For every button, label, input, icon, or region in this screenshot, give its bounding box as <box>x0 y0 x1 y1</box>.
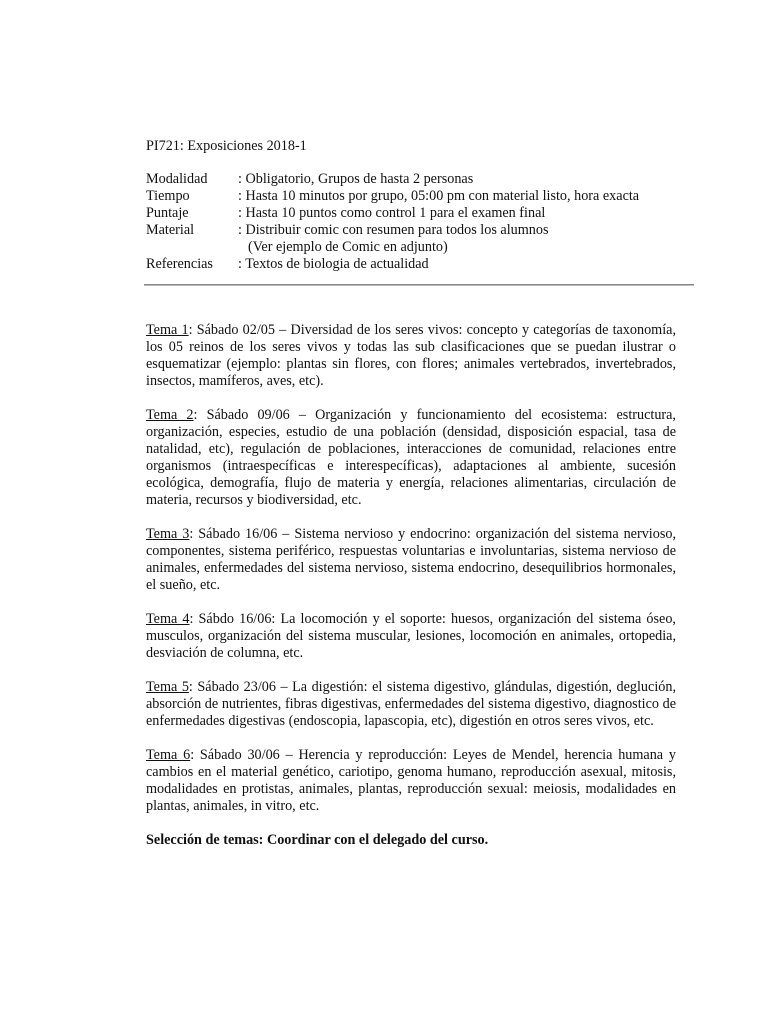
info-row-modalidad <box>146 171 706 188</box>
info-row-material <box>146 222 706 239</box>
info-value: : Obligatorio, Grupos de hasta 2 personas <box>238 171 474 187</box>
info-value: : Textos de biologia de actualidad <box>238 256 429 272</box>
horizontal-rule <box>144 284 694 286</box>
tema-label: Tema 3 <box>146 526 190 542</box>
info-value: : Hasta 10 puntos como control 1 para el examen final <box>238 205 546 221</box>
info-row-tiempo <box>146 188 706 205</box>
info-label: Puntaje <box>146 205 189 221</box>
info-block <box>146 171 706 273</box>
tema-text: : Sábado 16/06 – Sistema nervioso y endocrino: organización del sistema nervioso, componentes, sistema periférico, respuestas voluntarias e involuntarias, sistema nervioso de animales, enfermedades del sistema nervioso, sistema endocrino, desequilibrios hormonales, el sueño, etc. <box>146 526 676 593</box>
tema-6-paragraph <box>146 747 676 815</box>
info-label: Material <box>146 222 195 238</box>
tema-label: Tema 4 <box>146 611 190 627</box>
info-label: Referencias <box>146 256 213 272</box>
tema-1-paragraph <box>146 322 676 390</box>
tema-text: : Sábado 30/06 – Herencia y reproducción: Leyes de Mendel, herencia humana y cambios en el material genético, cariotipo, genoma humano, reproducción asexual, mitosis, modalidades en protistas, animales, plantas, reproducción sexual: meiosis, modalidades en plantas, animales, in vitro, etc. <box>146 747 676 814</box>
tema-3-paragraph <box>146 526 676 594</box>
info-row-referencias <box>146 256 706 273</box>
tema-label: Tema 5 <box>146 679 189 695</box>
info-label: Modalidad <box>146 171 208 187</box>
tema-2-paragraph <box>146 407 676 509</box>
info-value: : Hasta 10 minutos por grupo, 05:00 pm con material listo, hora exacta <box>238 188 640 204</box>
info-row-puntaje <box>146 205 706 222</box>
tema-text: : Sábdo 16/06: La locomoción y el soporte: huesos, organización del sistema óseo, musculos, organización del sistema muscular, lesiones, locomoción en animales, ortopedia, desviación de columna, etc. <box>146 611 676 661</box>
info-label: Tiempo <box>146 188 190 204</box>
document-title: PI721: Exposiciones 2018-1 <box>146 138 307 154</box>
tema-text: : Sábado 02/05 – Diversidad de los seres vivos: concepto y categorías de taxonomía, los 05 reinos de los seres vivos y todas las sub clasificaciones que se puedan ilustrar o esquematizar (ejemplo: plantas sin flores, con flores; animales vertebrados, invertebrados, insectos, mamíferos, aves, etc). <box>146 322 676 389</box>
tema-4-paragraph <box>146 611 676 662</box>
tema-label: Tema 2 <box>146 407 194 423</box>
tema-text: : Sábado 23/06 – La digestión: el sistema digestivo, glándulas, digestión, deglución, absorción de nutrientes, fibras digestivas, enfermedades del sistema digestivo, diagnostico de enfermedades digestivas (endoscopia, lapascopia, etc), digestión en otros seres vivos, etc. <box>146 679 676 729</box>
tema-5-paragraph <box>146 679 676 730</box>
tema-label: Tema 1 <box>146 322 189 338</box>
tema-text: : Sábado 09/06 – Organización y funcionamiento del ecosistema: estructura, organización, especies, estudio de una población (densidad, disposición espacial, tasa de natalidad, etc), regulación de poblaciones, interacciones de comunidad, relaciones entre organismos (intraespecíficas e interespecíficas), adaptaciones al ambiente, sucesión ecológica, demografía, flujo de materia y energía, relaciones alimentarias, circulación de materia, recursos y biodiversidad, etc. <box>146 407 676 508</box>
tema-label: Tema 6 <box>146 747 191 763</box>
topics-body <box>146 322 676 849</box>
info-value: : Distribuir comic con resumen para todos los alumnos <box>238 222 549 238</box>
closing-note: Selección de temas: Coordinar con el delegado del curso. <box>146 832 489 848</box>
info-material-continuation: (Ver ejemplo de Comic en adjunto) <box>248 239 448 255</box>
